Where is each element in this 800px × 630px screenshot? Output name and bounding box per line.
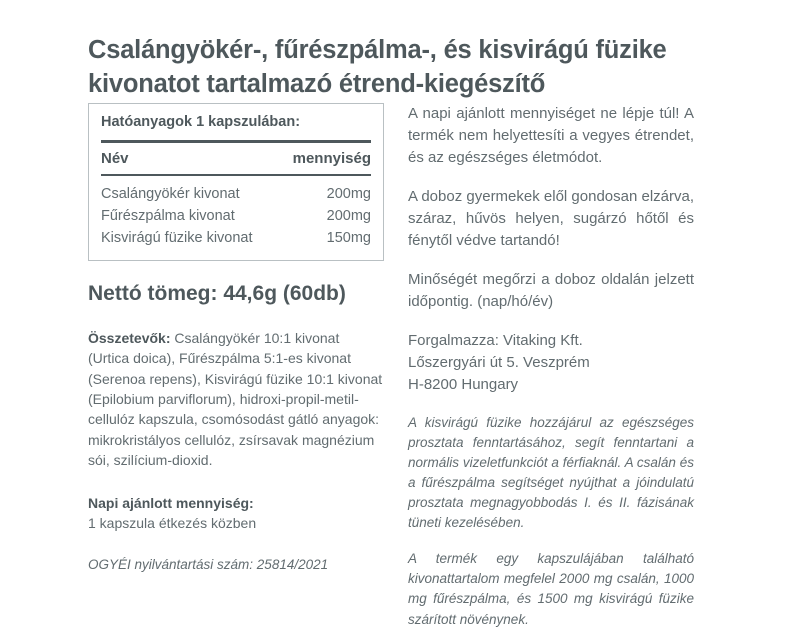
health-claim: A kisvirágú füzike hozzájárul az egészséges prosztata fenntartásához, segít fenntartani a normális vizeletfunkciót a férfiaknál. A csalán és a fűrészpálma segítséget nyújthat a jóindulatú prosztata megnagyobbodás I. és II. fázisának tüneti kezelésében. (408, 414, 694, 531)
registration-number: OGYÉI nyilvántartási szám: 25814/2021 (88, 556, 329, 572)
ingredient-name: Fűrészpálma kivonat (101, 208, 235, 225)
extract-equivalence-claim: A termék egy kapszulájában található kivonattartalom megfelel 2000 mg csalán, 1000 mg fűrészpálma, és 1500 mg kisvirágú füzike szárított növénynek. (408, 551, 694, 627)
ingredient-name: Kisvirágú füzike kivonat (101, 230, 253, 247)
net-weight: Nettó tömeg: 44,6g (60db) (88, 282, 346, 306)
ingredient-amount: 150mg (326, 230, 371, 247)
distributor-country: H-8200 Hungary (408, 376, 519, 394)
ingredient-amount: 200mg (326, 186, 371, 203)
storage-note: A doboz gyermekek elől gondosan elzárva, száraz, hűvös helyen, sugárzó hőtől és fénytől védve tartandó! (408, 188, 695, 250)
dosage-title: Napi ajánlott mennyiség: (88, 494, 254, 511)
facts-column-header-amount: mennyiség (292, 150, 371, 168)
facts-column-header-name: Név (101, 150, 129, 168)
dosage-text: 1 kapszula étkezés közben (88, 515, 257, 532)
ingredient-amount: 200mg (326, 208, 371, 225)
facts-table-body (101, 176, 371, 249)
table-row (101, 227, 371, 249)
ingredients-paragraph (88, 328, 384, 471)
table-row (101, 205, 371, 227)
left-column (88, 103, 384, 575)
ingredients-text: Csalángyökér 10:1 kivonat (Urtica doica), Fűrészpálma 5:1-es kivonat (Serenoa repens), Kisvirágú füzike 10:1 kivonat (Epilobium parviflorum), hidroxi-propil-metil-cellulóz kapszula, csomósodást gátló anyagok: mikrokristályos cellulóz, zsírsavak magnézium sói, szilícium-dioxid. (88, 329, 383, 469)
dosage-block (88, 493, 384, 534)
right-column (408, 103, 694, 630)
expiry-note: Minőségét megőrzi a doboz oldalán jelzett időpontig. (nap/hó/év) (408, 271, 694, 311)
distributor-street: Lőszergyári út 5. Veszprém (408, 354, 590, 372)
ingredients-heading: Összetevők: (88, 329, 171, 346)
distributor-address (408, 330, 694, 396)
table-row (101, 183, 371, 205)
ingredient-name: Csalángyökér kivonat (101, 186, 240, 203)
warning-note: A napi ajánlott mennyiséget ne lépje túl! A termék nem helyettesíti a vegyes étrendet, és az egészséges életmódot. (408, 105, 694, 167)
facts-table-header-row (101, 143, 371, 174)
supplement-facts-table (88, 103, 384, 261)
page-title: Csalángyökér-, fűrészpálma-, és kisvirágú füzike kivonatot tartalmazó étrend-kiegészítő (88, 36, 667, 98)
facts-table-title: Hatóanyagok 1 kapszulában: (101, 114, 301, 130)
distributor-name: Forgalmazza: Vitaking Kft. (408, 332, 583, 350)
